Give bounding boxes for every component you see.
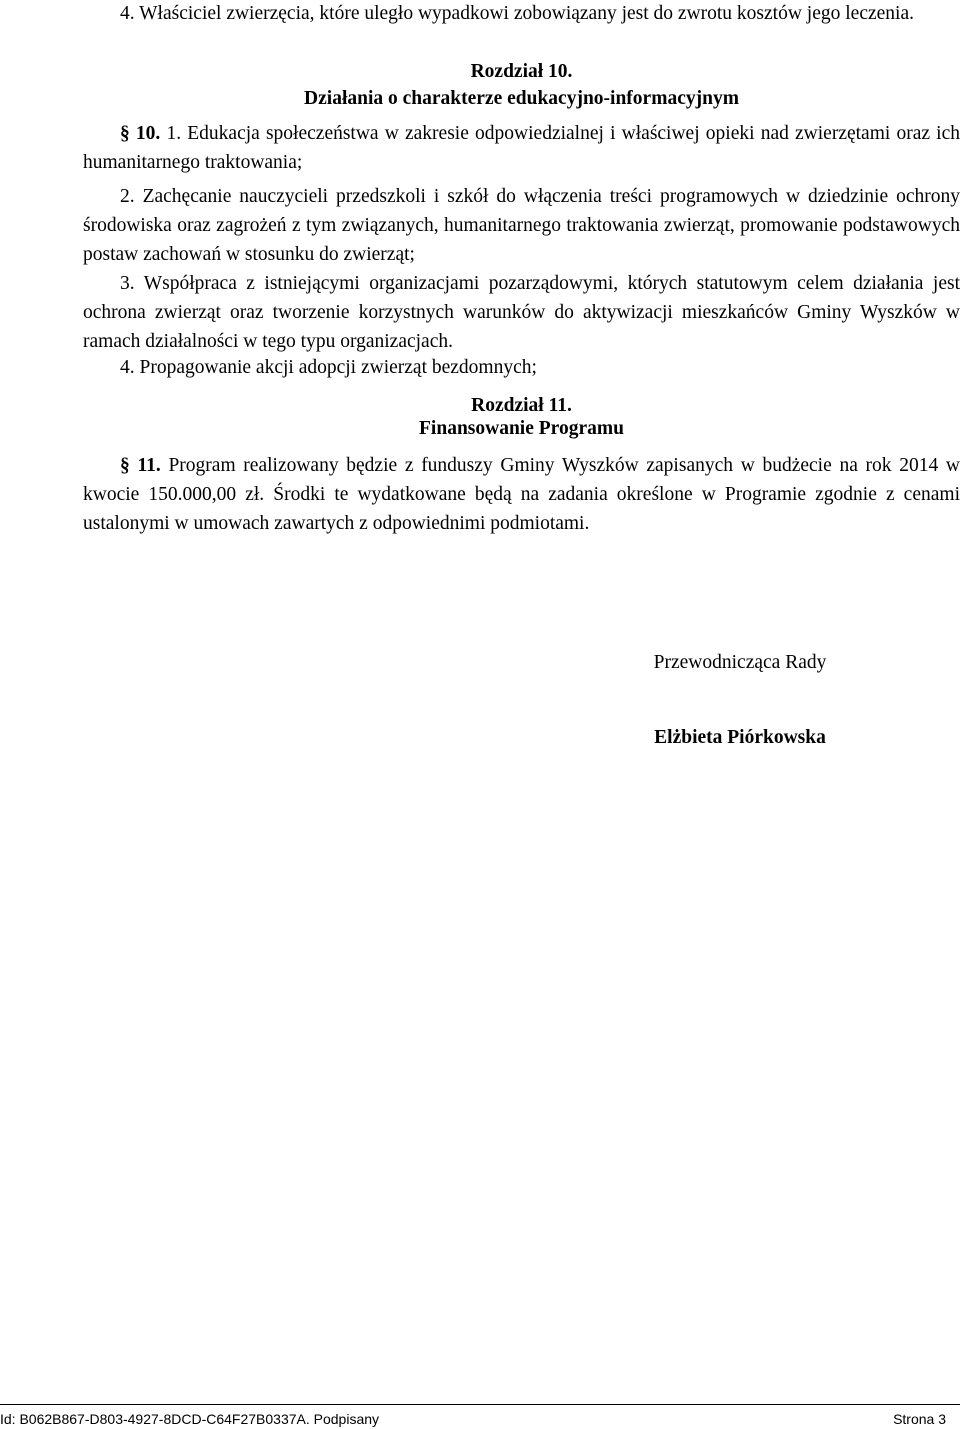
section-10-point-2: 2. Zachęcanie nauczycieli przedszkoli i szkół do włączenia treści programowych w dziedzinie ochrony środowiska oraz zagrożeń z tym związanych, humanitarnego traktowania zwierząt, promowanie podstawowych postaw zachowań w stosunku do zwierząt; xyxy=(83,186,960,265)
section-mark: § 10. xyxy=(120,123,161,144)
document-id: Id: B062B867-D803-4927-8DCD-C64F27B0337A. Podpisany xyxy=(0,1411,380,1427)
chapter-11-title: Rozdział 11. xyxy=(471,395,572,416)
chapter-11-subtitle: Finansowanie Programu xyxy=(419,418,624,439)
section-mark: § 11. xyxy=(120,455,161,476)
signature-role: Przewodnicząca Rady xyxy=(653,652,827,673)
chapter-10-subtitle: Działania o charakterze edukacyjno-informacyjnym xyxy=(304,88,739,109)
paragraph-4-animal-owner xyxy=(83,0,960,28)
section-10-point-3: 3. Współpraca z istniejącymi organizacjami pozarządowymi, których statutowym celem działania jest ochrona zwierząt oraz tworzenie korzystnych warunków do aktywizacji mieszkańców Gminy Wyszków w ramach działalności w tego typu organizacjach. xyxy=(83,273,960,352)
page-footer xyxy=(0,1404,960,1429)
point-text: 1. Edukacja społeczeństwa w zakresie odpowiedzialnej i właściwej opieki nad zwierzętami oraz ich humanitarnego traktowania; xyxy=(83,123,960,173)
section-10-point-1 xyxy=(83,119,960,177)
signature-name: Elżbieta Piórkowska xyxy=(654,727,826,748)
chapter-10-title: Rozdział 10. xyxy=(470,61,573,82)
item-text: Właściciel zwierzęcia, które uległo wypadkowi zobowiązany jest do zwrotu kosztów jego leczenia. xyxy=(139,3,914,24)
section-text: Program realizowany będzie z funduszy Gminy Wyszków zapisanych w budżecie na rok 2014 w kwocie 150.000,00 zł. Środki te wydatkowane będą na zadania określone w Programie zgodnie z cenami ustalonymi w umowach zawartych z odpowiednimi podmiotami. xyxy=(83,455,960,534)
item-number: 4. xyxy=(120,3,135,24)
section-10-point-4: 4. Propagowanie akcji adopcji zwierząt bezdomnych; xyxy=(120,357,537,378)
section-11-text xyxy=(83,451,960,538)
page-number: Strona 3 xyxy=(893,1411,946,1427)
